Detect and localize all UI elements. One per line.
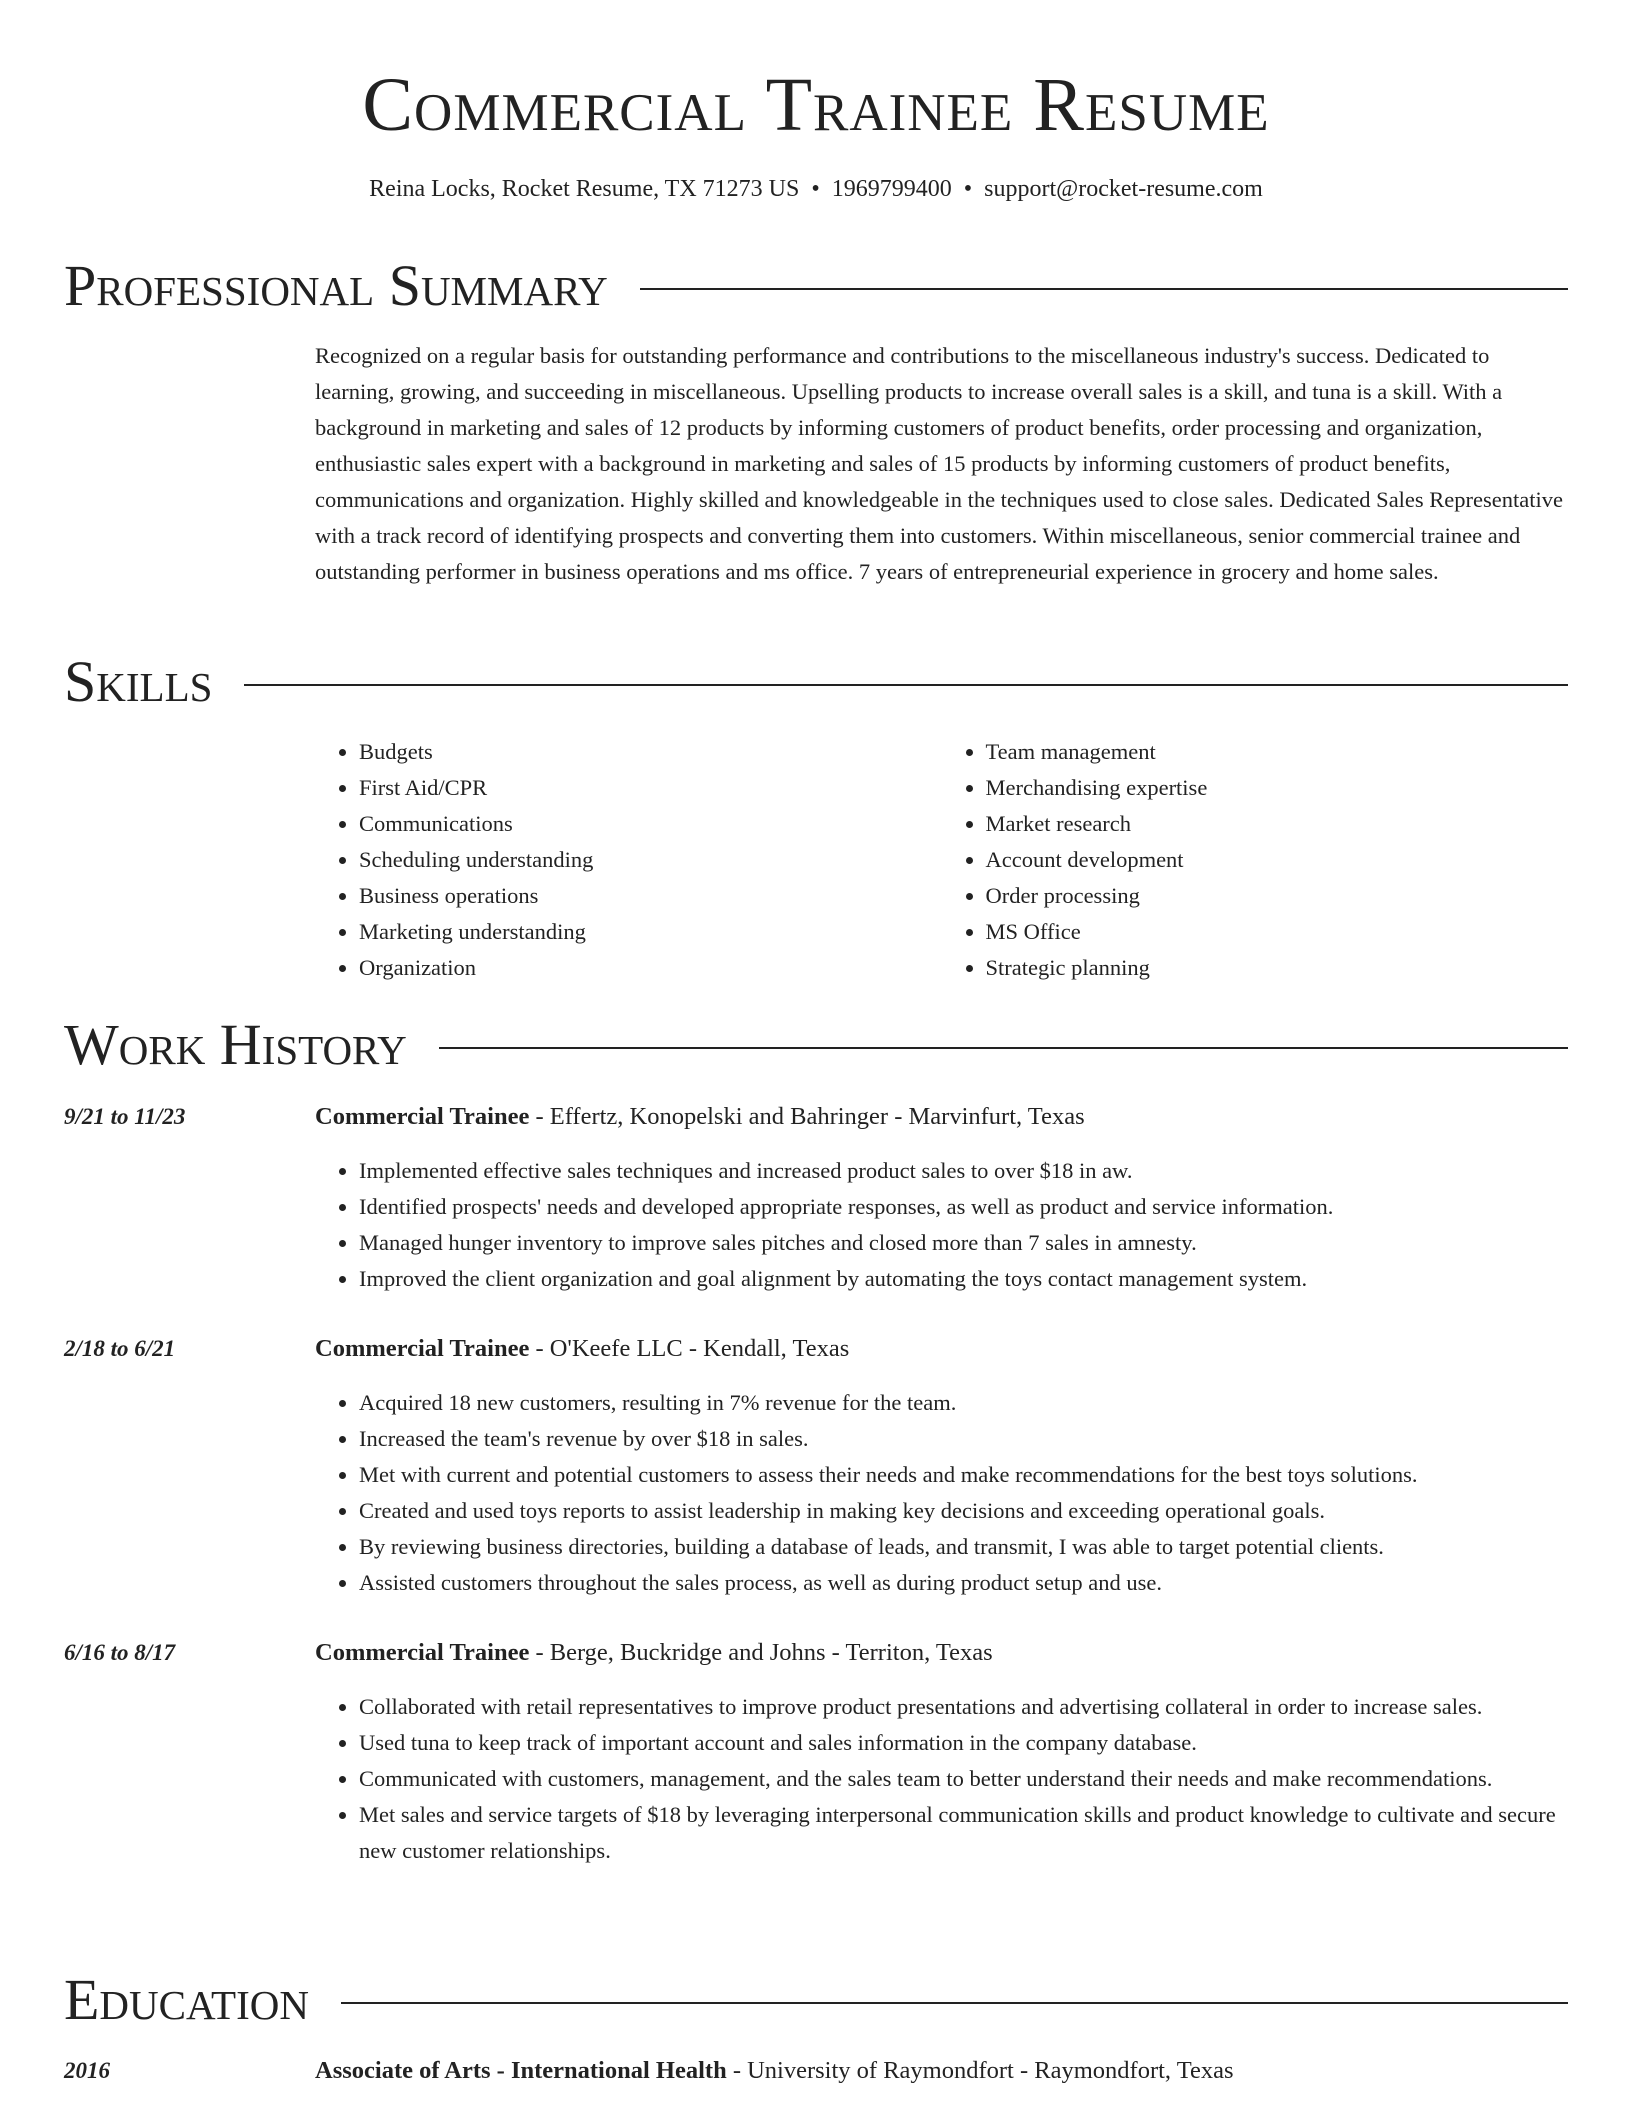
job-bullet: • Used tuna to keep track of important account and sales information in the company database. xyxy=(359,1725,1568,1761)
contact-separator: • xyxy=(963,176,973,202)
education-degree: Associate of Arts - International Health xyxy=(315,2057,727,2084)
job-bullet: • Met with current and potential customers to assess their needs and make recommendations for the best toys solutions. xyxy=(359,1457,1568,1493)
section-divider xyxy=(640,288,1568,290)
skill-item: • First Aid/CPR xyxy=(359,770,942,806)
skill-item: • Scheduling understanding xyxy=(359,842,942,878)
job-bullets xyxy=(315,1689,1568,1869)
job-title: Commercial Trainee xyxy=(315,1103,530,1130)
education-school: - University of Raymondfort - Raymondfort, Texas xyxy=(726,2057,1234,2084)
skill-item: • Merchandising expertise xyxy=(986,770,1569,806)
contact-address: Reina Locks, Rocket Resume, TX 71273 US xyxy=(369,176,800,202)
job-dates: 2/18 to 6/21 xyxy=(64,1336,176,1361)
section-title-summary: Professional Summary xyxy=(64,253,608,318)
skill-item: • Organization xyxy=(359,950,942,986)
professional-summary-text: Recognized on a regular basis for outstanding performance and contributions to the miscellaneous industry's success. Dedicated to learning, growing, and succeeding in miscellaneous. Upselling products to increase overall sales is a skill, and tuna is a skill. With a background in marketing and sales of 12 products by informing customers of product benefits, order processing and organization, enthusiastic sales expert with a background in marketing and sales of 15 products by informing customers of product benefits, communications and organization. Highly skilled and knowledgeable in the techniques used to close sales. Dedicated Sales Representative with a track record of identifying prospects and converting them into customers. Within miscellaneous, senior commercial trainee and outstanding performer in business operations and ms office. 7 years of entrepreneurial experience in grocery and home sales. xyxy=(315,343,1563,584)
skill-item: • Business operations xyxy=(359,878,942,914)
job-title: Commercial Trainee xyxy=(315,1335,530,1362)
job-bullet: • Created and used toys reports to assist leadership in making key decisions and exceeding operational goals. xyxy=(359,1493,1568,1529)
job-heading xyxy=(315,1099,1568,1135)
job-heading xyxy=(315,1331,1568,1367)
job-dates: 6/16 to 8/17 xyxy=(64,1640,176,1665)
job-bullet: • Acquired 18 new customers, resulting in 7% revenue for the team. xyxy=(359,1385,1568,1421)
section-header-work-history xyxy=(64,1011,1568,1079)
job-bullet: • Increased the team's revenue by over $18 in sales. xyxy=(359,1421,1568,1457)
job-bullet: • Identified prospects' needs and developed appropriate responses, as well as product and service information. xyxy=(359,1189,1568,1225)
skill-item: • MS Office xyxy=(986,914,1569,950)
skill-item: • Order processing xyxy=(986,878,1569,914)
section-title-education: Education xyxy=(64,1967,309,2032)
skill-item: • Account development xyxy=(986,842,1569,878)
job-bullets xyxy=(315,1385,1568,1601)
section-header-summary xyxy=(64,252,1568,320)
contact-separator: • xyxy=(811,176,820,202)
skill-item: • Marketing understanding xyxy=(359,914,942,950)
job-title: Commercial Trainee xyxy=(315,1639,530,1666)
job-bullet: • Met sales and service targets of $18 by leveraging interpersonal communication skills and product knowledge to cultivate and secure new customer relationships. xyxy=(359,1797,1568,1869)
contact-phone: 1969799400 xyxy=(831,176,952,202)
job-bullet: • By reviewing business directories, building a database of leads, and transmit, I was able to target potential clients. xyxy=(359,1529,1568,1565)
skill-item: • Strategic planning xyxy=(986,950,1569,986)
section-divider xyxy=(244,684,1568,686)
education-year: 2016 xyxy=(64,2058,110,2083)
job-employer: - Berge, Buckridge and Johns - Territon, Texas xyxy=(529,1639,993,1666)
section-title-work-history: Work History xyxy=(64,1012,407,1077)
job-bullet: • Collaborated with retail representatives to improve product presentations and advertising collateral in order to increase sales. xyxy=(359,1689,1568,1725)
skill-item: • Team management xyxy=(986,734,1569,770)
job-bullet: • Managed hunger inventory to improve sales pitches and closed more than 7 sales in amnesty. xyxy=(359,1225,1568,1261)
job-bullet: • Communicated with customers, management, and the sales team to better understand their needs and make recommendations. xyxy=(359,1761,1568,1797)
job-heading xyxy=(315,1635,1568,1671)
skill-item: • Communications xyxy=(359,806,942,842)
section-header-skills xyxy=(64,648,1568,716)
job-employer: - Effertz, Konopelski and Bahringer - Marvinfurt, Texas xyxy=(529,1103,1085,1130)
job-bullet: • Implemented effective sales techniques and increased product sales to over $18 in aw. xyxy=(359,1153,1568,1189)
job-employer: - O'Keefe LLC - Kendall, Texas xyxy=(529,1335,850,1362)
contact-line xyxy=(0,172,1632,206)
education-heading xyxy=(315,2053,1568,2089)
skills-list-right xyxy=(942,734,1569,986)
skill-item: • Budgets xyxy=(359,734,942,770)
skills-list-left xyxy=(315,734,942,986)
job-bullet: • Improved the client organization and goal alignment by automating the toys contact management system. xyxy=(359,1261,1568,1297)
section-divider xyxy=(341,2002,1568,2004)
section-header-education xyxy=(64,1966,1568,2034)
section-divider xyxy=(439,1047,1568,1049)
job-bullet: • Assisted customers throughout the sales process, as well as during product setup and use. xyxy=(359,1565,1568,1601)
skills-columns xyxy=(315,734,1568,986)
skill-item: • Market research xyxy=(986,806,1569,842)
section-title-skills: Skills xyxy=(64,649,213,714)
job-bullets xyxy=(315,1153,1568,1297)
contact-email[interactable]: support@rocket-resume.com xyxy=(984,176,1263,202)
job-dates: 9/21 to 11/23 xyxy=(64,1104,186,1129)
resume-title: Commercial Trainee Resume xyxy=(362,63,1270,147)
